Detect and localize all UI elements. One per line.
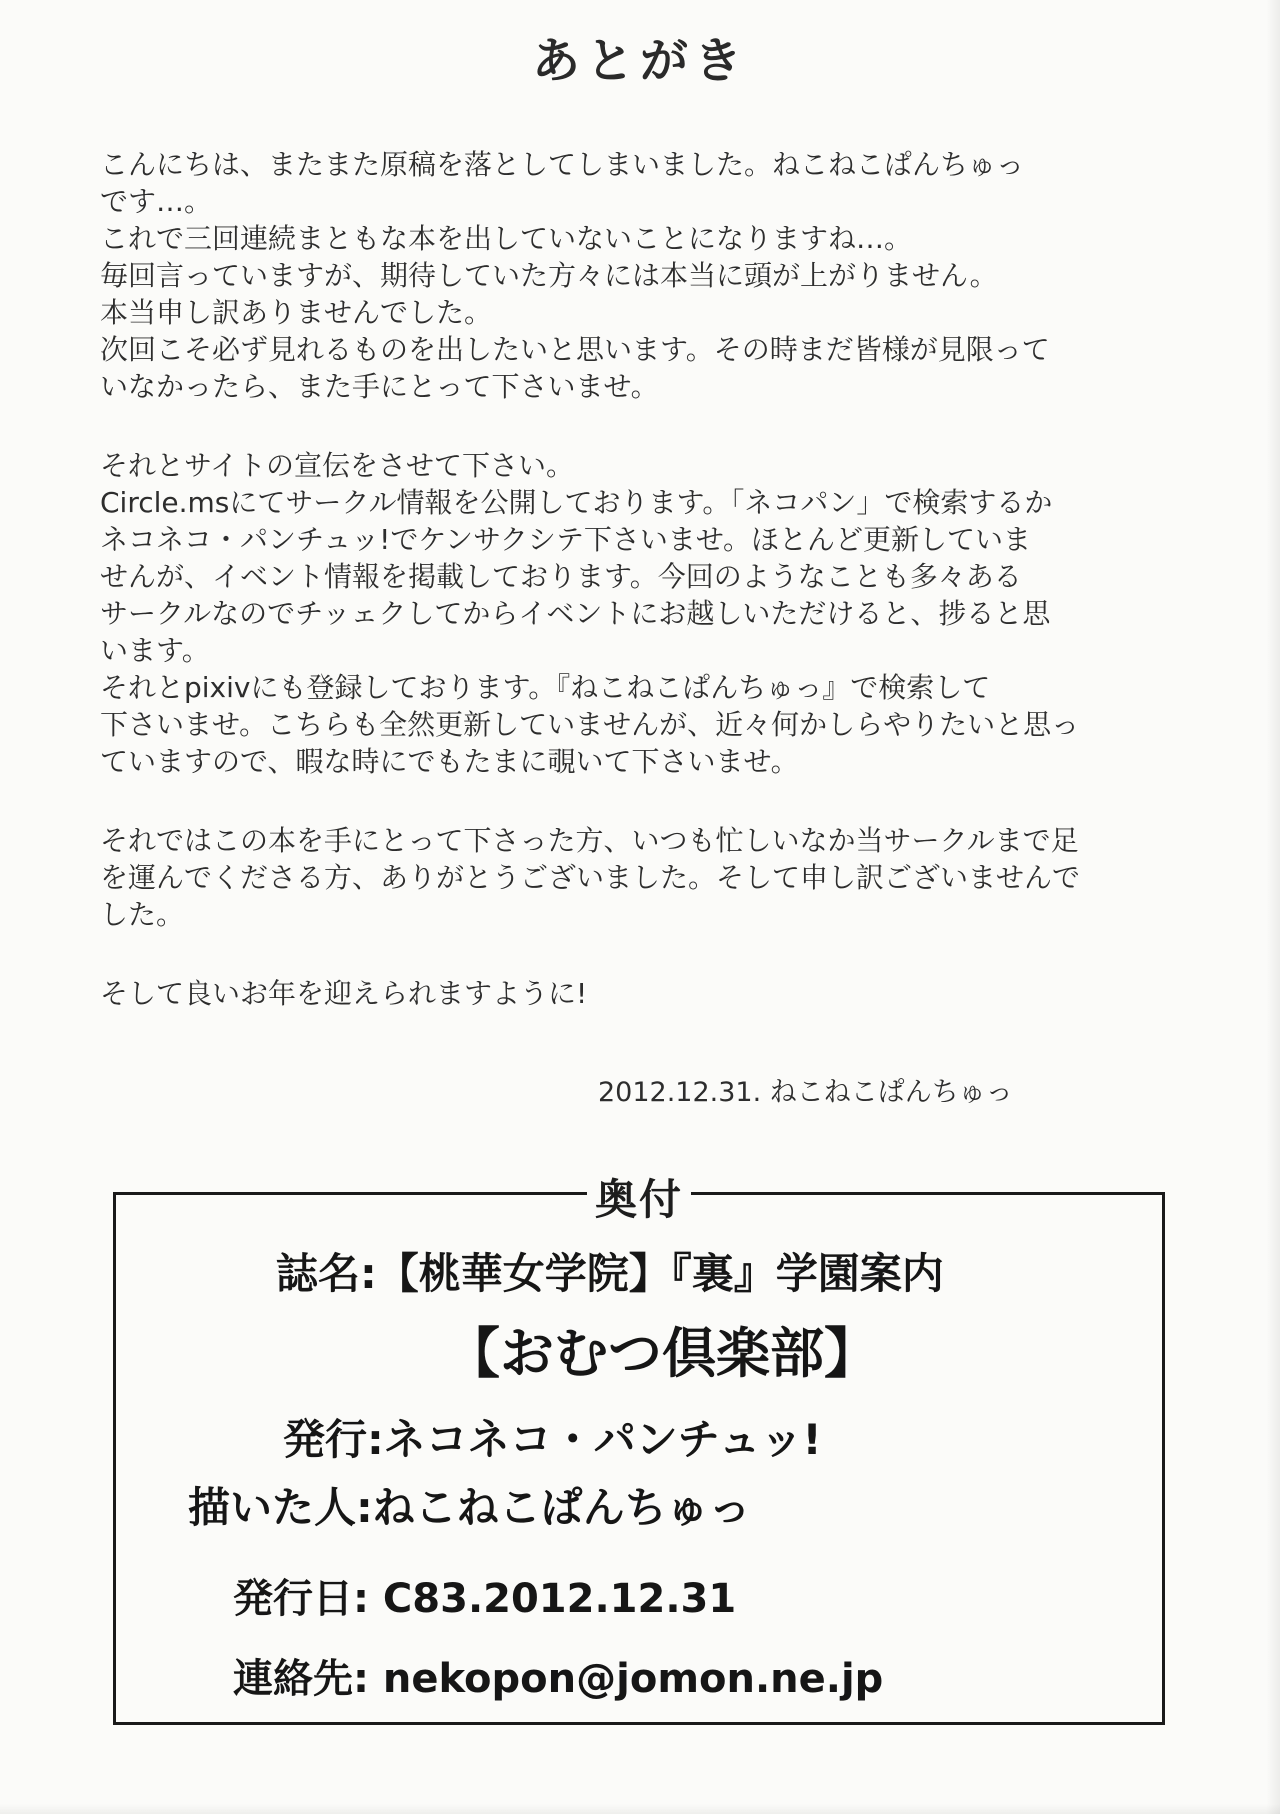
- paragraph-apology: [100, 146, 1200, 405]
- body-line: サークルなのでチッェクしてからイベントにお越しいただけると、捗ると思: [100, 597, 1051, 630]
- body-line: した。: [100, 898, 185, 931]
- colophon-label: 奥付: [587, 1167, 691, 1227]
- body-line: 次回こそ必ず見れるものを出したいと思います。その時まだ皆様が見限って: [100, 333, 1050, 366]
- page-title: あとがき: [531, 33, 748, 89]
- body-line: そして良いお年を迎えられますように!: [100, 977, 588, 1010]
- body-line: です…。: [100, 185, 213, 218]
- colophon-row-contact: 連絡先: nekopon@jomon.ne.jp: [233, 1656, 884, 1702]
- paragraph-new-year: [100, 975, 1200, 1012]
- body-line: いなかったら、また手にとって下さいませ。: [100, 370, 659, 403]
- body-line: それとサイトの宣伝をさせて下さい。: [100, 449, 575, 482]
- body-line: こんにちは、またまた原稿を落としてしまいました。ねこねこぱんちゅっ: [100, 148, 1025, 181]
- body-line: 本当申し訳ありませんでした。: [100, 296, 493, 329]
- body-line: それとpixivにも登録しております。『ねこねこぱんちゅっ』で検索して: [100, 671, 991, 704]
- date-signature: 2012.12.31. ねこねこぱんちゅっ: [598, 1077, 1013, 1108]
- body-line: います。: [100, 634, 210, 667]
- body-line: それではこの本を手にとって下さった方、いつも忙しいなか当サークルまで足: [100, 824, 1079, 857]
- body-line: ネコネコ・パンチュッ!でケンサクシテ下さいませ。ほとんど更新していま: [100, 523, 1032, 556]
- body-line: これで三回連続まともな本を出していないことになりますね…。: [100, 222, 913, 255]
- body-line: 下さいませ。こちらも全然更新していませんが、近々何かしらやりたいと思っ: [100, 708, 1080, 741]
- colophon-row-publish-date: 発行日: C83.2012.12.31: [233, 1576, 737, 1622]
- body-line: を運んでくださる方、ありがとうございました。そして申し訳ございませんで: [100, 861, 1081, 894]
- body-line: せんが、イベント情報を掲載しております。今回のようなことも多々ある: [100, 560, 1022, 593]
- paragraph-thanks: [100, 822, 1200, 933]
- afterword-body: [100, 146, 1200, 1054]
- colophon-row-subtitle: 【おむつ倶楽部】: [446, 1322, 878, 1385]
- colophon-row-artist: 描いた人:ねこねこぱんちゅっ: [188, 1483, 751, 1532]
- colophon-box: [113, 1175, 1165, 1725]
- body-line: 毎回言っていますが、期待していた方々には本当に頭が上がりません。: [100, 259, 998, 292]
- body-line: ていますので、暇な時にでもたまに覗いて下さいませ。: [100, 745, 799, 778]
- scan-edge-artifact: [0, 1804, 1280, 1814]
- scan-edge-artifact: [1266, 0, 1280, 1814]
- body-line: Circle.msにてサークル情報を公開しております。「ネコパン」で検索するか: [100, 486, 1053, 519]
- colophon-row-title: 誌名:【桃華女学院】『裏』学園案内: [276, 1249, 944, 1298]
- colophon-row-publisher: 発行:ネコネコ・パンチュッ!: [283, 1415, 822, 1464]
- paragraph-site-promo: [100, 447, 1200, 780]
